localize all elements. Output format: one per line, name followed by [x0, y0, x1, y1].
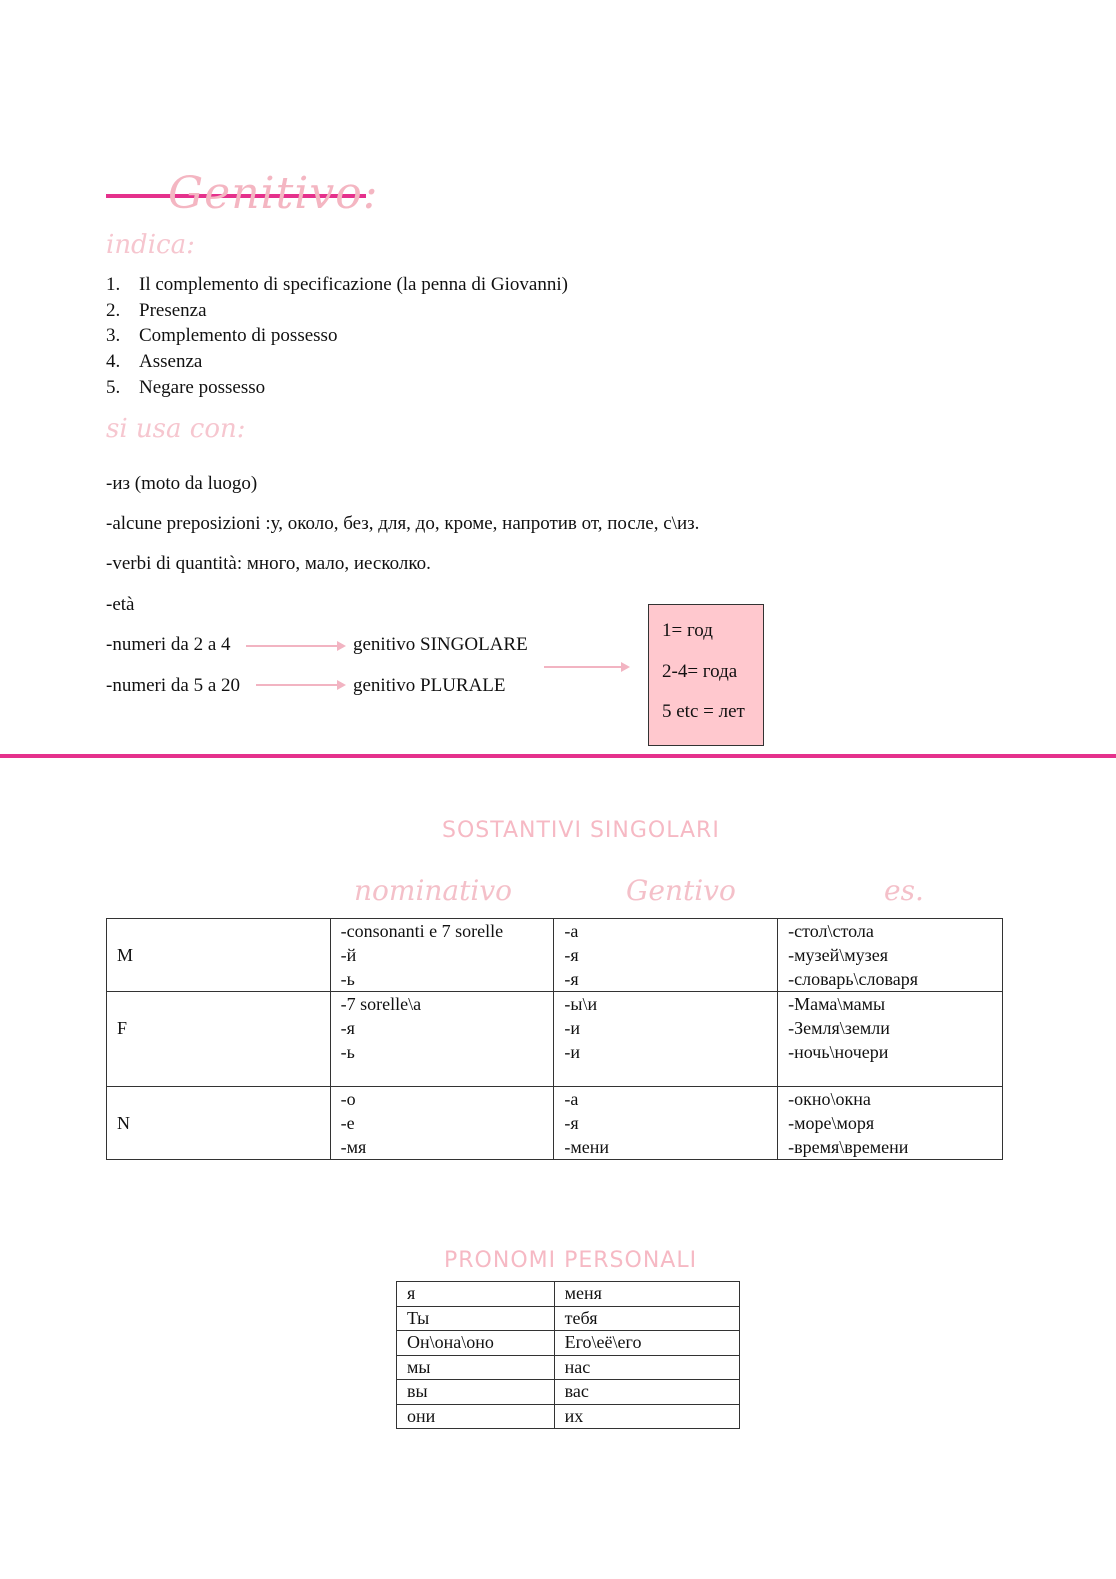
nouns-section-title: SOSTANTIVI SINGOLARI: [442, 818, 720, 843]
list-item: 3. Complemento di possesso: [106, 325, 338, 347]
page-title: Genitivo:: [168, 168, 379, 219]
pronoun-nominative: вы: [397, 1380, 555, 1405]
year-form: 1= год: [662, 620, 713, 641]
indica-list: [106, 272, 568, 401]
list-item: 1. Il complemento di specificazione (la penna di Giovanni): [106, 274, 568, 295]
pronoun-genitive: тебя: [554, 1306, 739, 1331]
genitive-cell: -а -я -мени: [554, 1087, 778, 1160]
pronoun-genitive: их: [554, 1404, 739, 1429]
table-row: [397, 1331, 740, 1356]
example-cell: -Мама\мамы -Земля\земли -ночь\ночери: [778, 992, 1003, 1087]
pronoun-nominative: они: [397, 1404, 555, 1429]
usage-line-preposizioni: -alcune preposizioni :у, около, без, для, до, кроме, напротив от, после, с\из.: [106, 513, 700, 534]
nominative-cell: -о -е -мя: [330, 1087, 554, 1160]
pronoun-nominative: мы: [397, 1355, 555, 1380]
arrow-icon: [246, 645, 344, 647]
pronouns-table: [396, 1281, 740, 1429]
case-cell: N: [107, 1087, 331, 1160]
col-head-es: es.: [884, 874, 924, 907]
genitive-cell: -а -я -я: [554, 919, 778, 992]
pronoun-genitive: вас: [554, 1380, 739, 1405]
example-cell: -окно\окна -море\моря -время\времени: [778, 1087, 1003, 1160]
usage-line-moto: -из (moto da luogo): [106, 473, 258, 494]
usage-label: si usa con:: [106, 414, 246, 444]
indica-label: indica:: [106, 230, 195, 260]
col-head-nominativo: nominativo: [354, 874, 513, 907]
usage-line-quantita: -verbi di quantità: много, мало, иесколко.: [106, 553, 431, 574]
pronoun-nominative: Он\она\оно: [397, 1331, 555, 1356]
year-form: 2-4= года: [662, 660, 738, 682]
year-form: 5 etc = лет: [662, 701, 745, 722]
numbers-2-4-result: genitivo SINGOLARE: [353, 634, 528, 655]
section-divider: [0, 754, 1116, 758]
nominative-cell: -consonanti e 7 sorelle -й -ь: [330, 919, 554, 992]
table-row: [397, 1306, 740, 1331]
table-row: [397, 1355, 740, 1380]
table-row: [107, 919, 1003, 992]
pronoun-genitive: меня: [554, 1282, 739, 1307]
table-row: [397, 1282, 740, 1307]
example-cell: -стол\стола -музей\музея -словарь\словаря: [778, 919, 1003, 992]
pronoun-nominative: Ты: [397, 1306, 555, 1331]
table-row: [107, 1087, 1003, 1160]
year-forms-box: [648, 604, 764, 746]
pronoun-genitive: Его\её\его: [554, 1331, 739, 1356]
numbers-5-20: -numeri da 5 a 20: [106, 675, 241, 696]
numbers-5-20-result: genitivo PLURALE: [353, 675, 506, 696]
pronouns-section-title: PRONOMI PERSONALI: [444, 1248, 698, 1273]
table-row: [397, 1404, 740, 1429]
list-item: 4. Assenza: [106, 351, 203, 373]
arrow-icon: [544, 666, 628, 668]
genitive-cell: -ы\и -и -и: [554, 992, 778, 1087]
table-row: [107, 992, 1003, 1087]
numbers-2-4: -numeri da 2 a 4: [106, 634, 231, 655]
pronoun-genitive: нас: [554, 1355, 739, 1380]
list-item: 2. Presenza: [106, 299, 207, 321]
case-cell: M: [107, 919, 331, 992]
pronoun-nominative: я: [397, 1282, 555, 1307]
table-row: [397, 1380, 740, 1405]
nominative-cell: -7 sorelle\а -я -ь: [330, 992, 554, 1087]
col-head-genitivo: Gentivo: [626, 874, 736, 907]
nouns-table: [106, 918, 1003, 1160]
usage-line-eta: -età: [106, 594, 135, 615]
list-item: 5. Negare possesso: [106, 376, 266, 398]
case-cell: F: [107, 992, 331, 1087]
arrow-icon: [256, 684, 344, 686]
